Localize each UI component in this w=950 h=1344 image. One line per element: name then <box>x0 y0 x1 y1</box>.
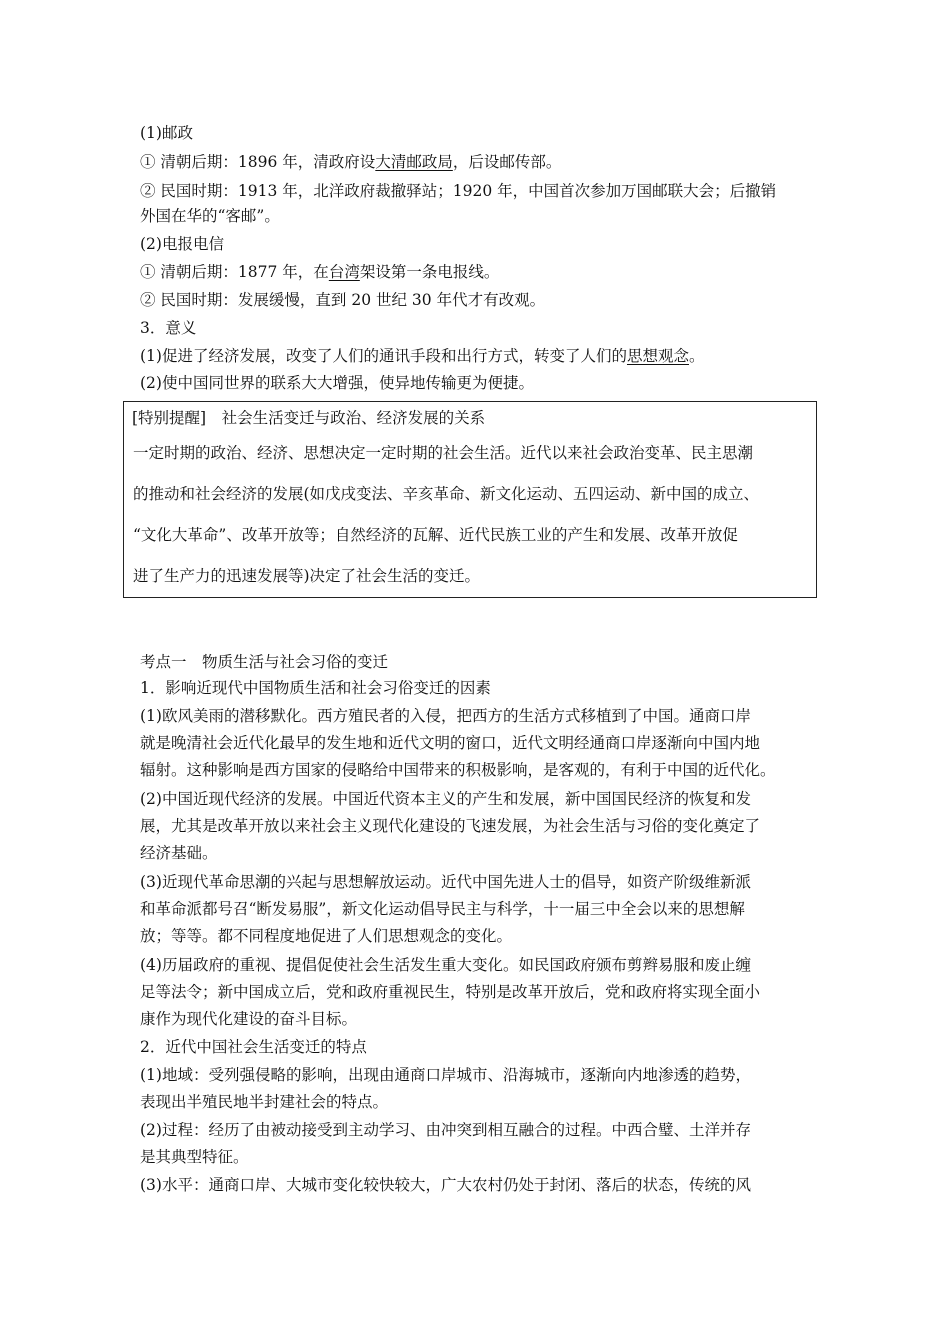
postal-minguo-line2: 外国在华的“客邮”。 <box>140 207 280 225</box>
special-reminder-box <box>123 401 817 598</box>
telegraph-heading: (2)电报电信 <box>140 235 224 253</box>
section-subheading-2: 2．近代中国社会生活变迁的特点 <box>140 1038 367 1056</box>
feature2-line: 是其典型特征。 <box>140 1148 249 1166</box>
feature2-line: (2)过程：经历了由被动接受到主动学习、由冲突到相互融合的过程。中西合璧、土洋并存 <box>140 1121 751 1139</box>
factor4-line: 康作为现代化建设的奋斗目标。 <box>140 1010 358 1028</box>
special-reminder-line: 进了生产力的迅速发展等)决定了社会生活的变迁。 <box>133 567 481 585</box>
factor2-line: 展，尤其是改革开放以来社会主义现代化建设的飞速发展，为社会生活与习俗的变化奠定了 <box>140 817 761 835</box>
factor3-line: (3)近现代革命思潮的兴起与思想解放运动。近代中国先进人士的倡导，如资产阶级维新派 <box>140 873 751 891</box>
feature3-line: (3)水平：通商口岸、大城市变化较快较大，广大农村仍处于封闭、落后的状态，传统的风 <box>140 1176 751 1194</box>
significance-item1 <box>140 346 705 366</box>
significance-item1-prefix: (1)促进了经济发展，改变了人们的通讯手段和出行方式，转变了人们的 <box>140 347 627 365</box>
feature1-line: 表现出半殖民地半封建社会的特点。 <box>140 1093 389 1111</box>
significance-item2: (2)使中国同世界的联系大大增强，使异地传输更为便捷。 <box>140 374 534 392</box>
special-reminder-title: [特别提醒] 社会生活变迁与政治、经济发展的关系 <box>132 409 486 427</box>
telegraph-qing-suffix: 架设第一条电报线。 <box>359 263 500 281</box>
telegraph-qing-prefix: ① 清朝后期：1877 年，在 <box>140 263 329 281</box>
factor3-line: 和革命派都号召“断发易服”，新文化运动倡导民主与科学，十一届三中全会以来的思想解 <box>140 900 745 918</box>
significance-item1-underlined: 思想观念 <box>626 347 689 365</box>
postal-minguo-line1: ② 民国时期：1913 年，北洋政府裁撤驿站；1920 年，中国首次参加万国邮联大会；后撤销 <box>140 182 777 200</box>
factor3-line: 放；等等。都不同程度地促进了人们思想观念的变化。 <box>140 927 513 945</box>
special-reminder-line: 一定时期的政治、经济、思想决定一定时期的社会生活。近代以来社会政治变革、民主思潮 <box>133 444 754 462</box>
postal-qing-suffix: ，后设邮传部。 <box>452 153 562 171</box>
telegraph-qing-line <box>140 262 499 282</box>
postal-qing-line <box>140 152 561 172</box>
factor2-line: (2)中国近现代经济的发展。中国近代资本主义的产生和发展，新中国国民经济的恢复和发 <box>140 790 751 808</box>
factor1-line: 就是晚清社会近代化最早的发生地和近代文明的窗口，近代文明经通商口岸逐渐向中国内地 <box>140 734 761 752</box>
factor1-line: 辐射。这种影响是西方国家的侵略给中国带来的积极影响，是客观的，有利于中国的近代化。 <box>140 761 776 779</box>
section-subheading-1: 1．影响近现代中国物质生活和社会习俗变迁的因素 <box>140 679 491 697</box>
postal-qing-prefix: ① 清朝后期：1896 年，清政府设 <box>140 153 376 171</box>
significance-item1-suffix: 。 <box>688 347 705 365</box>
special-reminder-line: “文化大革命”、改革开放等；自然经济的瓦解、近代民族工业的产生和发展、改革开放促 <box>133 526 738 544</box>
factor4-line: (4)历届政府的重视、提倡促使社会生活发生重大变化。如民国政府颁布剪辫易服和废止缠 <box>140 956 751 974</box>
postal-qing-underlined: 大清邮政局 <box>375 153 453 171</box>
significance-heading: 3．意义 <box>140 319 197 337</box>
section-title: 考点一 物质生活与社会习俗的变迁 <box>140 653 389 671</box>
factor4-line: 足等法令；新中国成立后，党和政府重视民生，特别是改革开放后，党和政府将实现全面小 <box>140 983 761 1001</box>
factor1-line: (1)欧风美雨的潜移默化。西方殖民者的入侵，把西方的生活方式移植到了中国。通商口岸 <box>140 707 751 725</box>
special-reminder-line: 的推动和社会经济的发展(如戊戌变法、辛亥革命、新文化运动、五四运动、新中国的成立、 <box>133 485 760 503</box>
factor2-line: 经济基础。 <box>140 844 218 862</box>
postal-heading: (1)邮政 <box>140 124 193 142</box>
telegraph-minguo-line: ② 民国时期：发展缓慢，直到 20 世纪 30 年代才有改观。 <box>140 291 546 309</box>
feature1-line: (1)地域：受列强侵略的影响，出现由通商口岸城市、沿海城市，逐渐向内地渗透的趋势， <box>140 1066 751 1084</box>
telegraph-qing-underlined: 台湾 <box>328 263 360 281</box>
